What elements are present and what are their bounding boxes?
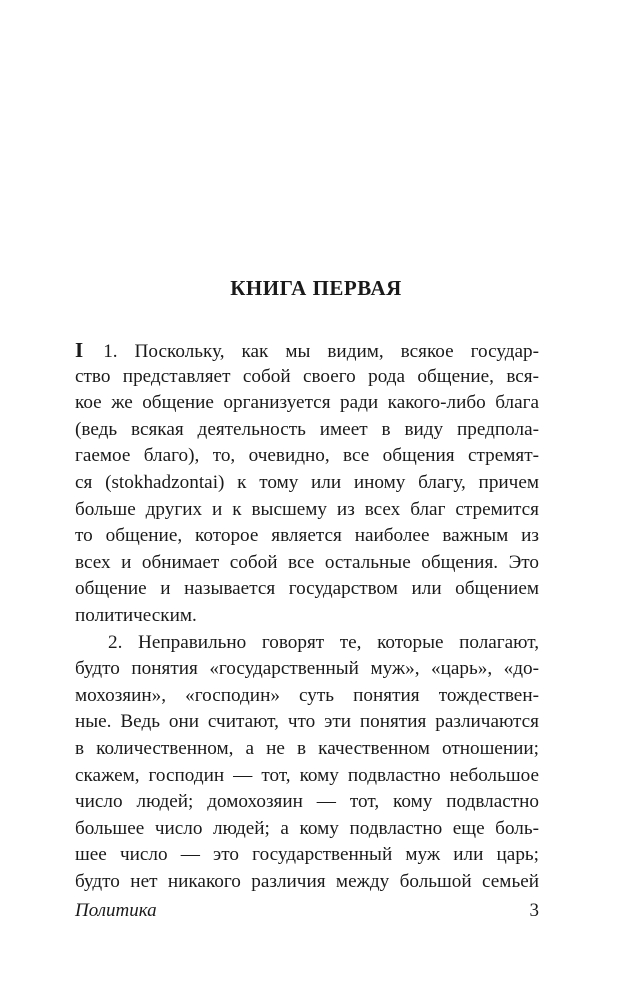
text-line: то общение, которое является наиболее важным из — [75, 525, 539, 547]
text-line: шее число — это государственный муж или царь; — [75, 844, 539, 866]
text-line: больше других и к высшему из всех благ стремится — [75, 498, 539, 520]
text-line: будто понятия «государственный муж», «царь», «до- — [75, 658, 539, 680]
text-line: ся (stokhadzontai) к тому или иному благу, причем — [75, 471, 539, 493]
text-line: число людей; домохозяин — тот, кому подвластно — [75, 791, 539, 813]
chapter-marker: I — [75, 338, 84, 362]
text-line: в количественном, а не в качественном отношении; — [75, 737, 539, 759]
body-text — [75, 337, 539, 895]
paragraph-1-line-1 — [75, 337, 539, 364]
text-line: (ведь всякая деятельность имеет в виду предпола- — [75, 418, 539, 440]
text-line: кое же общение организуется ради какого-либо блага — [75, 392, 539, 414]
text-line: большее число людей; а кому подвластно еще боль- — [75, 817, 539, 839]
text-line: ство представляет собой своего рода общение, вся- — [75, 365, 539, 387]
text-line: общение и называется государством или общением — [75, 578, 539, 600]
text-line: политическим. — [75, 604, 197, 626]
text-line: 2. Неправильно говорят те, которые полагают, — [108, 631, 539, 653]
text-line: скажем, господин — тот, кому подвластно небольшое — [75, 764, 539, 786]
text-line: 1. Поскольку, как мы видим, всякое государ- — [103, 341, 539, 362]
text-line: мохозяин», «господин» суть понятия тождествен- — [75, 684, 539, 706]
text-line: гаемое благо), то, очевидно, все общения стремят- — [75, 445, 539, 467]
text-line: ные. Ведь они считают, что эти понятия различаются — [75, 711, 539, 733]
text-line: всех и обнимает собой все остальные общения. Это — [75, 551, 539, 573]
page-title: КНИГА ПЕРВАЯ — [230, 276, 402, 300]
running-footer-title: Политика — [75, 900, 157, 921]
page-number: 3 — [529, 900, 539, 921]
text-line: будто нет никакого различия между большой семьей — [75, 870, 539, 892]
